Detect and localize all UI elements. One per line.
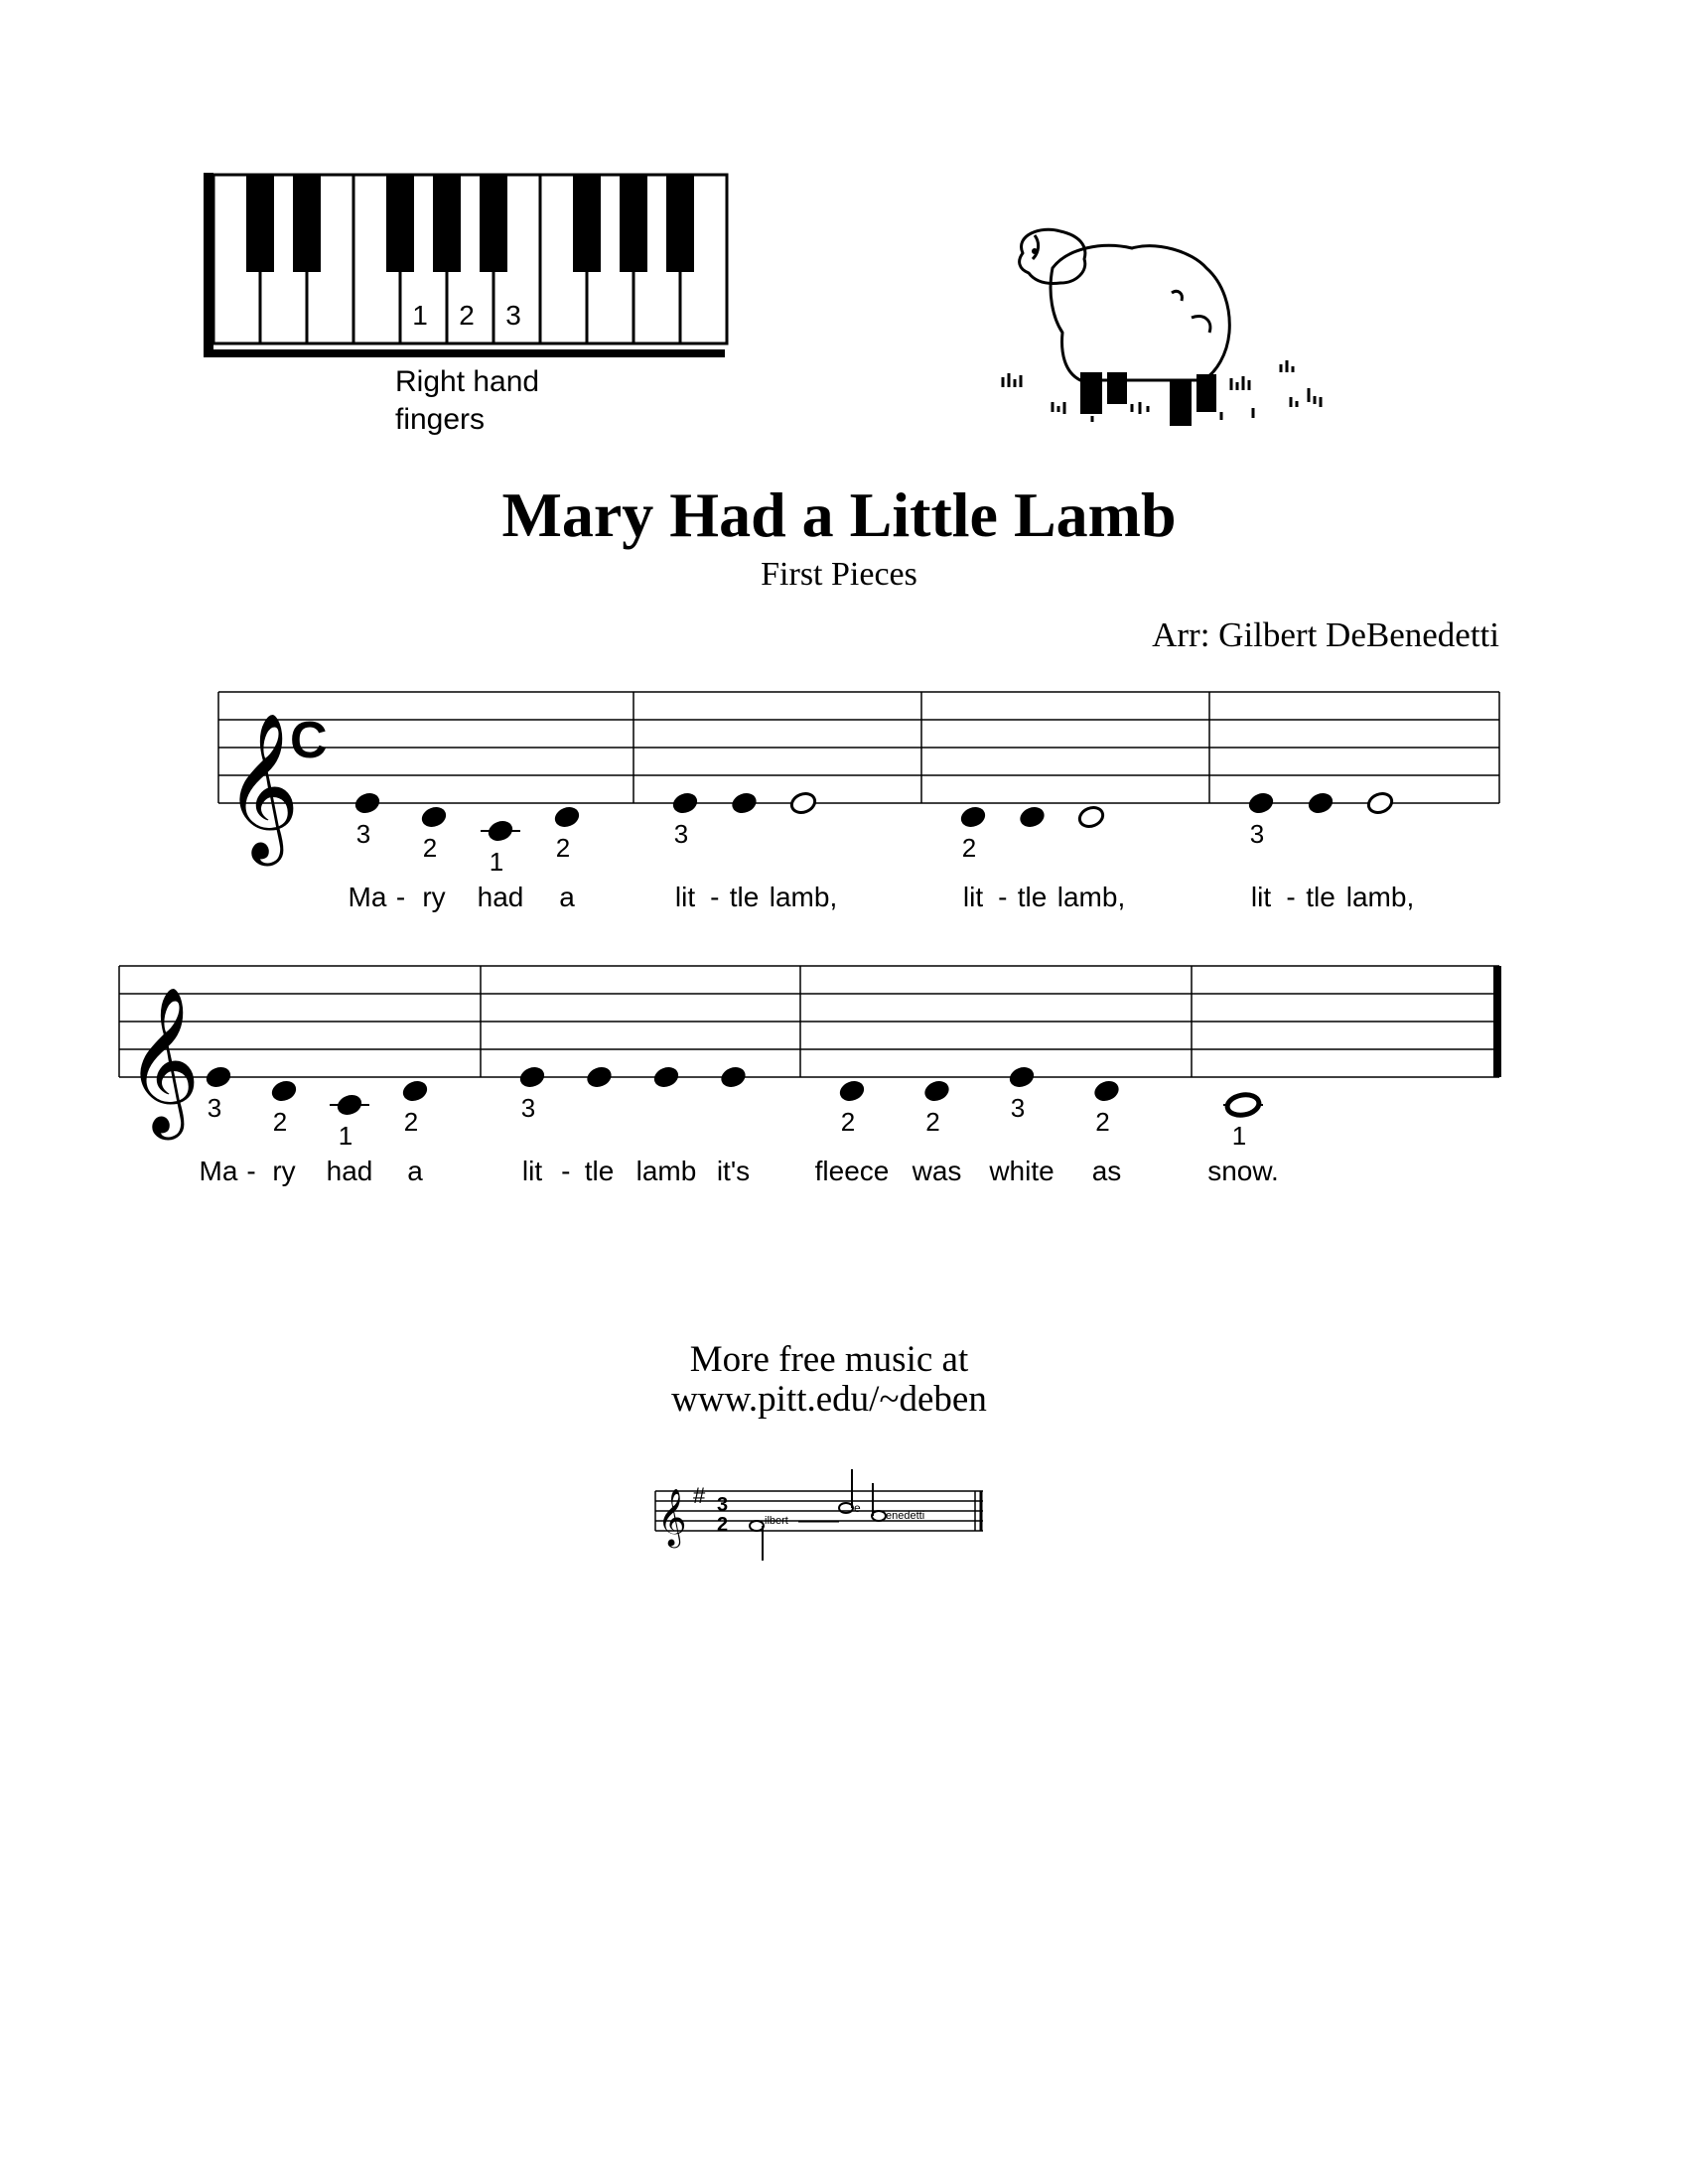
black-key (480, 175, 507, 272)
note-head-filled (1008, 1064, 1037, 1090)
lyric-syllable: was (912, 1156, 962, 1186)
finger-number: 3 (207, 1093, 222, 1123)
grass-tufts (1003, 360, 1321, 422)
note (420, 804, 449, 912)
lamb-tail (1192, 316, 1210, 333)
note-head-open (789, 790, 818, 816)
lyric-syllable: it's (716, 1156, 751, 1186)
note-head-filled (205, 1064, 233, 1090)
black-key (293, 175, 321, 272)
note-head-filled (487, 818, 515, 844)
black-key (433, 175, 461, 272)
lyric-hyphen: - (561, 1156, 571, 1186)
lyric-syllable: tle (584, 1156, 615, 1186)
note (553, 804, 582, 912)
note (327, 1092, 373, 1186)
black-key (246, 175, 274, 272)
note-head-filled (518, 1064, 547, 1090)
final-bar-line (1493, 966, 1501, 1077)
finger-number-3: 3 (505, 300, 521, 331)
lyric-syllable: as (1091, 1156, 1122, 1186)
finger-number: 3 (673, 819, 689, 849)
note-head-open (1077, 804, 1106, 830)
note-head-filled (1247, 790, 1276, 816)
note-head-filled (553, 804, 582, 830)
note (959, 804, 1008, 912)
note-head-filled (652, 1064, 681, 1090)
lyric-syllable: lit (1250, 882, 1272, 912)
piano-keyboard (204, 173, 730, 361)
lyric-syllable: lit (962, 882, 984, 912)
lyric-syllable: lit (674, 882, 696, 912)
lyric-hyphen: - (998, 882, 1008, 912)
note (1018, 804, 1048, 912)
lyric-syllable: lamb, (1345, 882, 1415, 912)
note (478, 818, 524, 912)
logo-sharp: # (693, 1483, 706, 1508)
finger-number: 2 (272, 1107, 288, 1137)
note (270, 1078, 299, 1186)
score-systems (119, 692, 1501, 1186)
lyric-hyphen: - (395, 882, 406, 912)
note (1346, 790, 1414, 912)
finger-number-2: 2 (459, 300, 475, 331)
logo-treble-clef: 𝄞 (657, 1489, 687, 1545)
note (401, 1078, 430, 1186)
note-head-open (1366, 790, 1395, 816)
lyric-syllable: lit (521, 1156, 543, 1186)
note-head-filled (1092, 1078, 1121, 1104)
finger-number: 2 (961, 833, 977, 863)
staff-system (119, 966, 1501, 1186)
finger-number-1: 1 (412, 300, 428, 331)
note (349, 790, 406, 912)
lamb-illustration (993, 223, 1340, 437)
note-head-filled (838, 1078, 867, 1104)
finger-number: 2 (403, 1107, 419, 1137)
lamb-leg-back-left (1170, 380, 1192, 426)
more-music-line: More free music at (689, 1339, 969, 1380)
note-head-filled (959, 804, 988, 830)
song-subtitle: First Pieces (761, 556, 917, 593)
keyboard-shadow (204, 349, 725, 357)
lyric-syllable: tle (1017, 882, 1048, 912)
lyric-syllable: had (326, 1156, 373, 1186)
signature-logo-drawing (635, 1439, 1003, 1569)
note (770, 790, 837, 912)
lyric-syllable: ry (272, 1156, 296, 1186)
arranger-credit: Arr: Gilbert DeBenedetti (1152, 615, 1499, 654)
finger-number: 2 (555, 833, 571, 863)
lyric-syllable: Ma (348, 882, 387, 912)
logo-note-b (872, 1511, 886, 1521)
note (585, 1064, 615, 1186)
note-head-filled (719, 1064, 748, 1090)
finger-number: 1 (338, 1121, 353, 1151)
logo-note-g (750, 1521, 764, 1531)
treble-clef: 𝄞 (224, 715, 300, 857)
note-head-filled (1018, 804, 1047, 830)
lamb-drawing (993, 223, 1340, 437)
lamb-eye (1032, 248, 1038, 254)
finger-number: 1 (489, 847, 504, 877)
lyric-syllable: lamb, (1056, 882, 1126, 912)
black-key (386, 175, 414, 272)
lyric-syllable: snow. (1207, 1156, 1279, 1186)
note (636, 1064, 697, 1186)
note-head-filled (270, 1078, 299, 1104)
logo-word-right: enedetti (886, 1510, 925, 1522)
lyric-hyphen: - (1286, 882, 1296, 912)
lyric-hyphen: - (246, 1156, 256, 1186)
finger-number: 2 (422, 833, 438, 863)
logo-time-bottom: 2 (717, 1514, 729, 1536)
note (730, 790, 760, 912)
finger-number: 3 (1010, 1093, 1026, 1123)
piano-caption (395, 363, 539, 439)
time-signature: C (290, 712, 328, 769)
logo-letter-e: e (854, 1501, 861, 1515)
finger-number: 2 (925, 1107, 940, 1137)
note-head-filled (336, 1092, 364, 1118)
finger-number: 2 (1095, 1107, 1110, 1137)
note-head-filled (922, 1078, 951, 1104)
lyric-syllable: had (477, 882, 524, 912)
black-key (573, 175, 601, 272)
song-title: Mary Had a Little Lamb (501, 479, 1177, 550)
note (988, 1064, 1054, 1186)
note (671, 790, 720, 912)
black-key (620, 175, 647, 272)
lyric-syllable: ry (422, 882, 446, 912)
note (200, 1064, 256, 1186)
note-head-filled (420, 804, 449, 830)
note (815, 1078, 890, 1186)
lyric-syllable: tle (1306, 882, 1336, 912)
piano-keyboard-drawing (204, 173, 730, 361)
finger-number: 3 (520, 1093, 536, 1123)
lyric-syllable: fleece (814, 1156, 890, 1186)
note (1092, 1078, 1122, 1186)
lamb-leg-back-right (1196, 374, 1216, 412)
lyric-syllable: lamb (635, 1156, 697, 1186)
finger-number: 1 (1231, 1121, 1247, 1151)
website-link[interactable]: www.pitt.edu/~deben (671, 1379, 987, 1420)
logo-time-top: 3 (717, 1494, 729, 1516)
note-head-filled (401, 1078, 430, 1104)
piano-caption-line2: fingers (395, 403, 486, 436)
lyric-syllable: Ma (199, 1156, 238, 1186)
note (1306, 790, 1336, 912)
lyric-syllable: a (559, 882, 575, 912)
note-head-whole (1226, 1092, 1261, 1117)
staff-system (218, 692, 1499, 912)
treble-clef: 𝄞 (125, 989, 201, 1131)
note (912, 1078, 962, 1186)
finger-number: 2 (840, 1107, 856, 1137)
lamb-body (1051, 245, 1229, 380)
piano-caption-line1: Right hand (395, 365, 540, 398)
lamb-wool-curl (1172, 291, 1182, 301)
note-head-filled (353, 790, 382, 816)
note (1057, 804, 1125, 912)
lamb-leg-front-right (1107, 372, 1127, 404)
lyric-syllable: a (407, 1156, 423, 1186)
note (1207, 1092, 1279, 1186)
logo-word-left: ilbert (765, 1515, 788, 1527)
note (518, 1064, 571, 1186)
note-head-filled (1307, 790, 1336, 816)
more-music-notice (0, 1340, 1658, 1420)
lamb-leg-front-left (1080, 372, 1102, 414)
note-head-filled (585, 1064, 614, 1090)
note-head-filled (730, 790, 759, 816)
note-head-filled (671, 790, 700, 816)
lyric-syllable: tle (729, 882, 760, 912)
finger-number: 3 (1249, 819, 1265, 849)
lamb-ear (1033, 235, 1039, 259)
note (717, 1064, 750, 1186)
signature-logo (635, 1439, 1003, 1569)
lyric-syllable: lamb, (769, 882, 838, 912)
lyric-syllable: white (989, 1156, 1055, 1186)
finger-number: 3 (355, 819, 371, 849)
lyric-hyphen: - (710, 882, 720, 912)
note (1247, 790, 1296, 912)
black-key (666, 175, 694, 272)
